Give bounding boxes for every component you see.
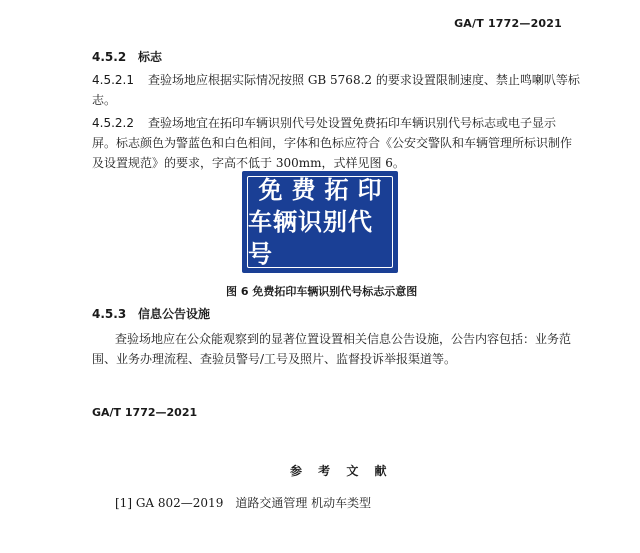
paragraph-4-5-2-1-line2: 志。 [92, 93, 117, 107]
clause-text: 查验场地应根据实际情况按照 GB 5768.2 的要求设置限制速度、禁止鸣喇叭等标 [148, 73, 580, 87]
paragraph-4-5-2-2-line1 [92, 113, 556, 134]
paragraph-4-5-3-line1: 查验场地应在公众能观察到的显著位置设置相关信息公告设施，公告内容包括：业务范 [115, 332, 572, 346]
paragraph-4-5-2-2-line3: 及设置规范》的要求，字高不低于 300mm，式样见图 6。 [92, 156, 405, 170]
sign-text-line1: 免费拓印 [258, 176, 391, 204]
sign-inner-border [247, 176, 393, 268]
header-standard-number: GA/T 1772—2021 [454, 17, 562, 30]
figure-caption: 图 6 免费拓印车辆识别代号标志示意图 [226, 285, 418, 298]
reference-item: [1] GA 802—2019 道路交通管理 机动车类型 [115, 496, 372, 510]
clause-text: 查验场地宜在拓印车辆识别代号处设置免费拓印车辆识别代号标志或电子显示 [148, 116, 557, 130]
paragraph-4-5-3-line2: 围、业务办理流程、查验员警号/工号及照片、监督投诉举报渠道等。 [92, 352, 457, 366]
paragraph-4-5-2-1-line1 [92, 70, 580, 91]
paragraph-4-5-2-2-line2: 屏。标志颜色为警蓝色和白色相间，字体和色标应符合《公安交警队和车辆管理所标识制作 [92, 136, 573, 150]
references-title: 参 考 文 献 [290, 464, 393, 478]
vin-rubbing-sign [242, 171, 398, 273]
section-number: 4.5.2 [92, 50, 127, 64]
section-number: 4.5.3 [92, 307, 127, 321]
clause-number: 4.5.2.1 [92, 73, 134, 87]
section-heading-4-5-3 [92, 305, 210, 322]
sign-text-line2: 车辆识别代号 [248, 208, 373, 268]
section-title: 信息公告设施 [138, 307, 211, 321]
footer-standard-number: GA/T 1772—2021 [92, 406, 198, 419]
section-title: 标志 [138, 50, 163, 64]
section-heading-4-5-2 [92, 48, 162, 65]
clause-number: 4.5.2.2 [92, 116, 134, 130]
